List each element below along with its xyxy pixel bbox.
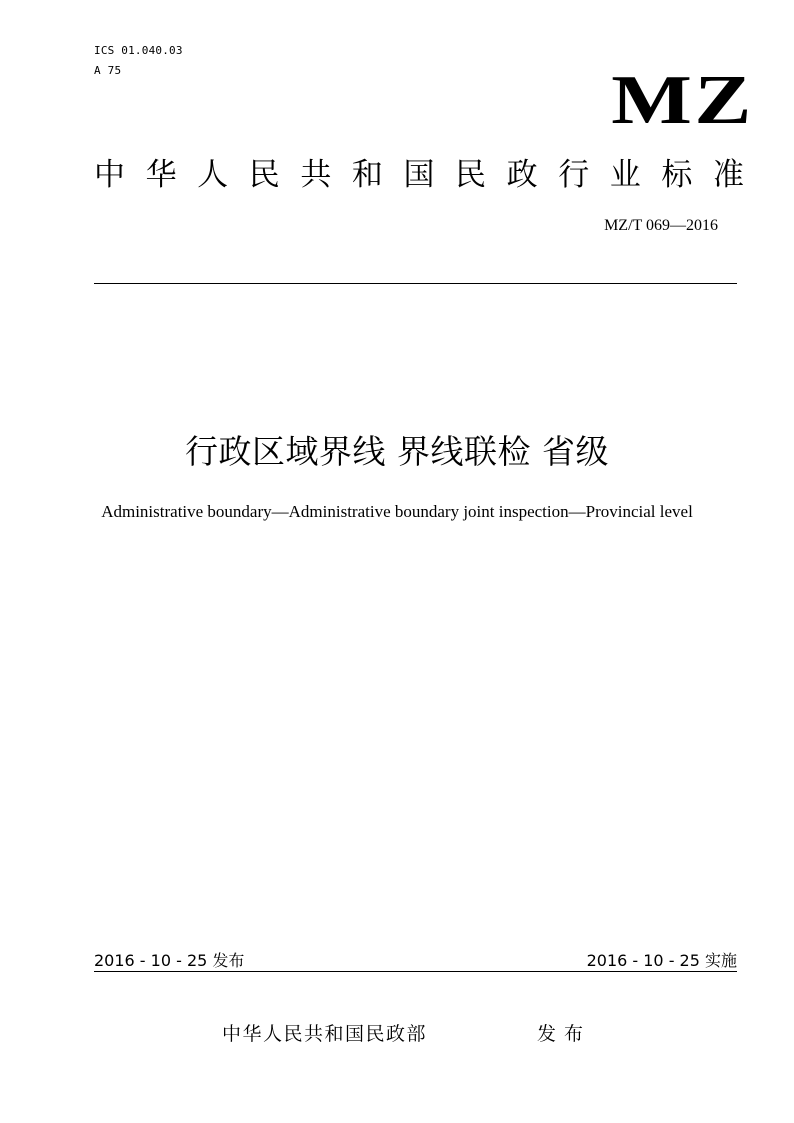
title-char: 中 [94, 157, 125, 193]
standard-category-title [94, 155, 744, 195]
document-title-english: Administrative boundary—Administrative boundary joint inspection—Provincial level [101, 502, 693, 521]
title-char: 政 [506, 157, 538, 193]
title-char: 人 [197, 157, 229, 193]
title-char: 民 [455, 157, 487, 193]
document-title-chinese: 行政区域界线 界线联检 省级 [185, 432, 609, 471]
top-divider [94, 283, 737, 284]
title-char: 国 [403, 157, 435, 193]
ics-code: ICS 01.040.03 [94, 44, 183, 57]
title-char: 行 [558, 157, 590, 193]
title-char: 标 [661, 157, 693, 193]
standard-number: MZ/T 069—2016 [604, 217, 718, 234]
classification-codes [94, 41, 183, 81]
classification-code: A 75 [94, 64, 122, 77]
implementation-date: 2016 - 10 - 25 实施 [586, 951, 737, 970]
title-char: 准 [712, 157, 744, 193]
title-char: 民 [248, 157, 280, 193]
title-char: 共 [300, 157, 332, 193]
standard-mark-logo: MZ [611, 62, 754, 139]
publish-label: 发布 [537, 1023, 592, 1045]
publisher-name: 中华人民共和国民政部 [222, 1023, 428, 1045]
title-char: 和 [351, 157, 383, 193]
issue-date: 2016 - 10 - 25 发布 [94, 951, 245, 970]
title-char: 华 [145, 157, 177, 193]
bottom-divider [94, 971, 737, 972]
title-char: 业 [609, 157, 641, 193]
